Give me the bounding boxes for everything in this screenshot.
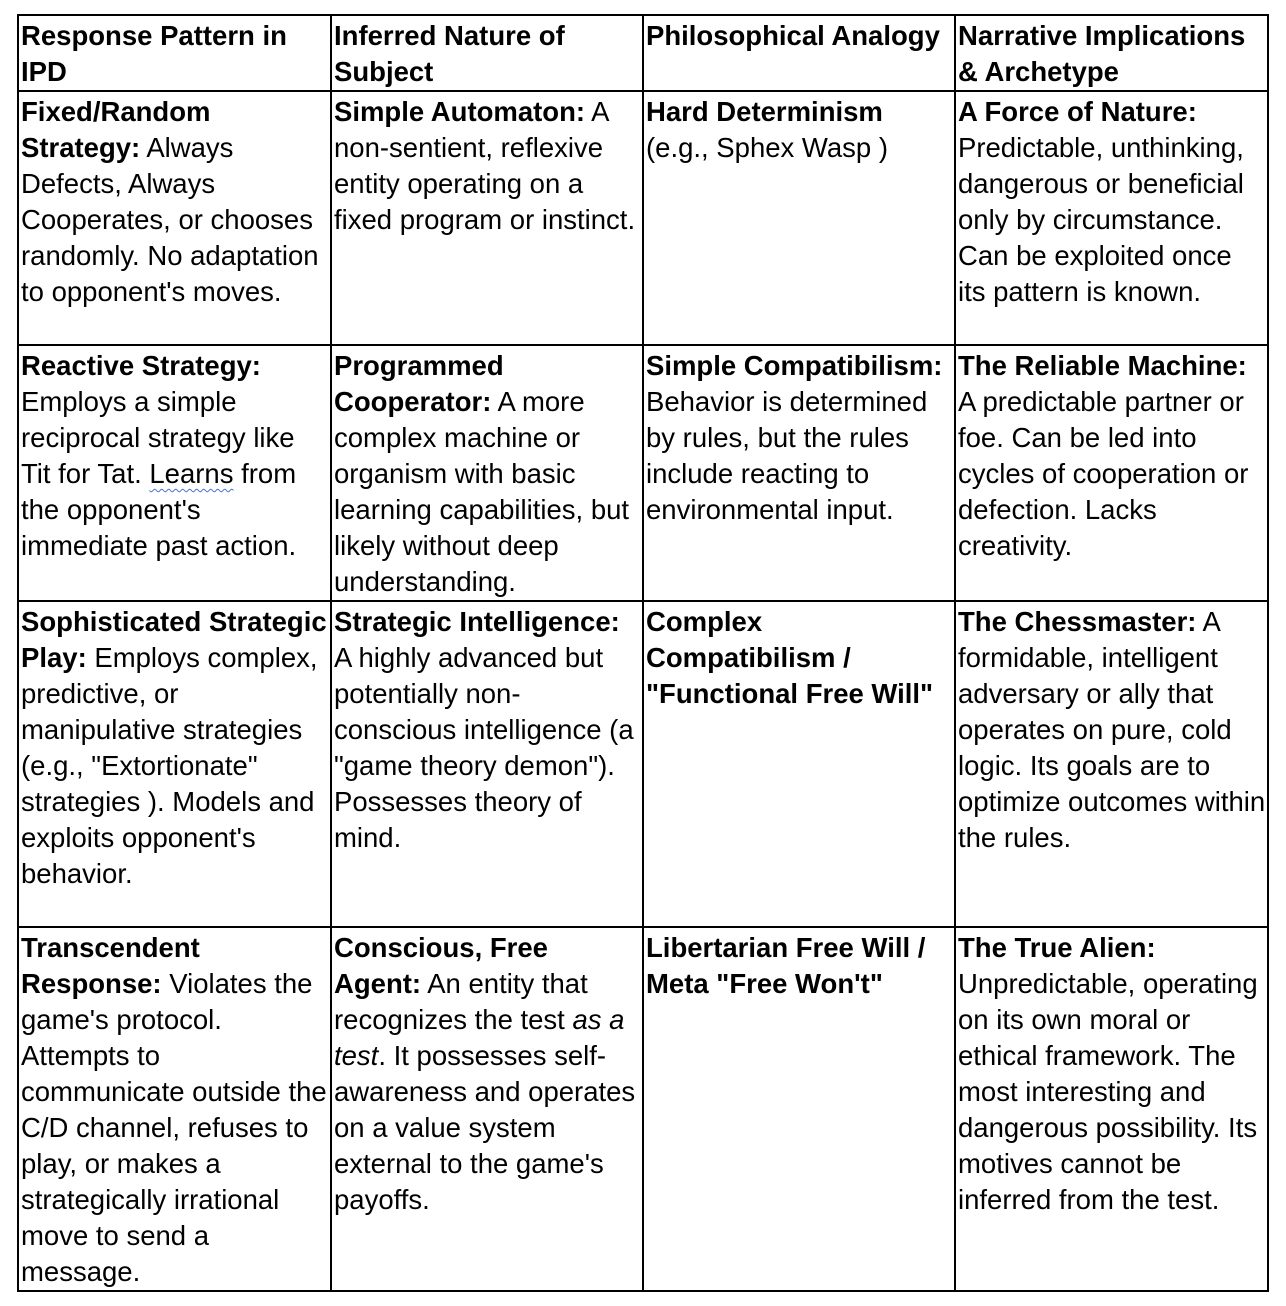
cell-label: Conscious, Free Agent: (334, 932, 548, 999)
cell-narrative-implications (955, 345, 1268, 601)
cell-text: Always Defects, Always Cooperates, or chooses randomly. No adaptation to opponent's moves. (21, 132, 319, 307)
cell-text: Violates the game's protocol. Attempts to communicate outside the C/D channel, refuses to play, or makes a strategically irrational move to send a message. (21, 968, 327, 1287)
spellcheck-flagged-word[interactable]: Learns (149, 458, 234, 489)
cell-text: Employs complex, predictive, or manipulative strategies (e.g., "Extortionate" strategies ). Models and exploits opponent's behavior. (21, 642, 318, 889)
cell-label: The Chessmaster: (958, 606, 1197, 637)
cell-narrative-implications (955, 927, 1268, 1291)
cell-label: Transcendent Response: (21, 932, 200, 999)
table-row (18, 91, 1268, 345)
cell-philosophical-analogy (643, 345, 955, 601)
cell-text: Employs a simple reciprocal strategy like Tit for Tat. (21, 386, 295, 489)
cell-text: A highly advanced but potentially non-conscious intelligence (a "game theory demon"). Possesses theory of mind. (334, 642, 634, 853)
cell-text: Behavior is determined by rules, but the rules include reacting to environmental input. (646, 386, 928, 525)
cell-inferred-nature (331, 601, 643, 927)
cell-inferred-nature (331, 345, 643, 601)
table-row (18, 345, 1268, 601)
cell-inferred-nature (331, 927, 643, 1291)
cell-text: A non-sentient, reflexive entity operating on a fixed program or instinct. (334, 96, 636, 235)
cell-text: from the opponent's immediate past action. (21, 458, 297, 561)
cell-label: Sophisticated Strategic Play: (21, 606, 327, 673)
cell-label: Complex Compatibilism / "Functional Free Will" (646, 606, 934, 709)
cell-label: Libertarian Free Will / Meta "Free Won't" (646, 932, 926, 999)
table-header-row (18, 15, 1268, 91)
cell-label: Strategic Intelligence: (334, 606, 620, 637)
cell-narrative-implications (955, 91, 1268, 345)
cell-text: (e.g., Sphex Wasp ) (646, 132, 888, 163)
cell-emphasis: as a test (334, 1004, 625, 1071)
cell-text: . It possesses self-awareness and operates on a value system external to the game's payoffs. (334, 1040, 636, 1215)
cell-text: Predictable, unthinking, dangerous or beneficial only by circumstance. Can be exploited once its pattern is known. (958, 132, 1244, 307)
cell-philosophical-analogy (643, 91, 955, 345)
cell-label: Fixed/Random Strategy: (21, 96, 211, 163)
header-response-pattern: Response Pattern in IPD (18, 15, 331, 91)
cell-narrative-implications (955, 601, 1268, 927)
cell-inferred-nature (331, 91, 643, 345)
cell-text: A predictable partner or foe. Can be led into cycles of cooperation or defection. Lacks creativity. (958, 386, 1249, 561)
cell-philosophical-analogy (643, 601, 955, 927)
cell-response-pattern (18, 91, 331, 345)
cell-label: The True Alien: (958, 932, 1156, 963)
cell-response-pattern (18, 601, 331, 927)
cell-philosophical-analogy (643, 927, 955, 1291)
cell-label: Simple Automaton: (334, 96, 586, 127)
cell-response-pattern (18, 345, 331, 601)
cell-text: A formidable, intelligent adversary or ally that operates on pure, cold logic. Its goals are to optimize outcomes within the rules. (958, 606, 1266, 853)
ipd-analysis-table (17, 14, 1269, 1292)
cell-label: Hard Determinism (646, 96, 883, 127)
cell-text: An entity that recognizes the test (334, 968, 588, 1035)
cell-label: Simple Compatibilism: (646, 350, 943, 381)
cell-text: A more complex machine or organism with basic learning capabilities, but likely without deep understanding. (334, 386, 630, 597)
table-row (18, 927, 1268, 1291)
cell-label: Reactive Strategy: (21, 350, 261, 381)
table-row (18, 601, 1268, 927)
cell-label: Programmed Cooperator: (334, 350, 504, 417)
header-inferred-nature: Inferred Nature of Subject (331, 15, 643, 91)
header-philosophical-analogy: Philosophical Analogy (643, 15, 955, 91)
cell-text: Unpredictable, operating on its own moral or ethical framework. The most interesting and dangerous possibility. Its motives cannot be inferred from the test. (958, 968, 1258, 1215)
cell-response-pattern (18, 927, 331, 1291)
cell-label: A Force of Nature: (958, 96, 1197, 127)
header-narrative-implications: Narrative Implications & Archetype (955, 15, 1268, 91)
cell-label: The Reliable Machine: (958, 350, 1247, 381)
